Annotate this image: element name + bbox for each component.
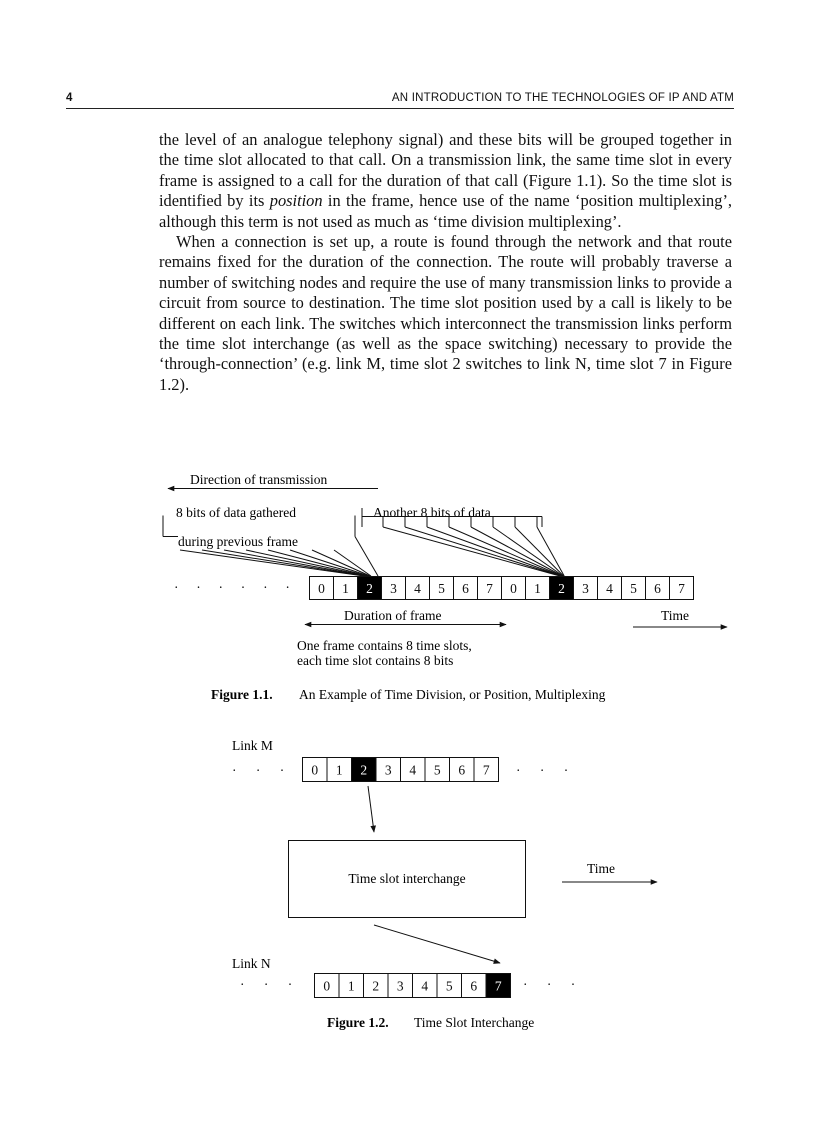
frame-slot-13 bbox=[622, 577, 646, 600]
frame-slot-6 bbox=[454, 577, 478, 600]
link-m-leading-dots: · · · bbox=[232, 763, 293, 778]
paragraph-1-part-a: the level of an analogue telephony signal) and these bits will be grouped together in the time slot allocated to that call. On a transmission link, the same time slot in every frame is assigned to a call for the duration of that call (Figure 1.1). So the time slot is identified by its bbox=[159, 130, 732, 211]
frame-slots bbox=[310, 577, 694, 600]
link-n-slot-number: 6 bbox=[470, 978, 478, 994]
frame-slot-number: 5 bbox=[438, 581, 445, 596]
direction-label: Direction of transmission bbox=[190, 472, 328, 487]
frame-slot-1 bbox=[334, 577, 358, 600]
link-m-slot-number: 6 bbox=[458, 762, 466, 778]
frame-slot-14 bbox=[646, 577, 670, 600]
figure-1-2-caption-number: Figure 1.2. bbox=[327, 1015, 389, 1030]
link-m-to-interchange-arrow bbox=[368, 786, 374, 832]
bit-fan-line bbox=[449, 527, 562, 576]
gathered-label: 8 bits of data gathered bbox=[176, 505, 296, 520]
link-n-slot-number: 7 bbox=[494, 978, 502, 994]
interchange-to-link-n-arrow bbox=[374, 925, 500, 963]
link-m-slots bbox=[303, 758, 499, 782]
link-n-slot-number: 5 bbox=[445, 978, 453, 994]
frame-slot-number: 5 bbox=[630, 581, 637, 596]
link-n-leading-dots: · · · bbox=[240, 977, 301, 992]
frame-slot-number: 1 bbox=[342, 581, 349, 596]
link-m-slot-2 bbox=[352, 758, 377, 782]
leading-dots: · · · · · · bbox=[174, 580, 298, 595]
bit-fan-line bbox=[355, 537, 378, 577]
bit-fan-line bbox=[405, 527, 561, 576]
link-m-label: Link M bbox=[232, 738, 273, 753]
frame-slot-2 bbox=[358, 577, 382, 600]
time-label-2: Time bbox=[587, 861, 616, 876]
bit-fan-line bbox=[515, 527, 564, 576]
frame-slot-number: 6 bbox=[654, 581, 661, 596]
link-n-slot-7 bbox=[486, 974, 511, 998]
frame-slot-number: 3 bbox=[390, 581, 397, 596]
link-n-slot-3 bbox=[388, 974, 413, 998]
another-label: Another 8 bits of data bbox=[373, 505, 491, 520]
frame-slot-0 bbox=[310, 577, 334, 600]
duration-label: Duration of frame bbox=[344, 608, 442, 623]
frame-slot-number: 0 bbox=[318, 581, 325, 596]
link-m-slot-4 bbox=[401, 758, 426, 782]
frame-slot-5 bbox=[430, 577, 454, 600]
bit-fan-line bbox=[246, 550, 367, 576]
frame-slot-3 bbox=[382, 577, 406, 600]
link-n-slot-5 bbox=[437, 974, 462, 998]
previous-frame-label: during previous frame bbox=[178, 534, 298, 549]
frame-slot-number: 7 bbox=[486, 581, 493, 596]
frame-slot-number: 7 bbox=[678, 581, 685, 596]
bit-fan-line bbox=[493, 527, 563, 576]
note-line-1: One frame contains 8 time slots, bbox=[297, 638, 472, 653]
time-label-1: Time bbox=[661, 608, 690, 623]
frame-slot-11 bbox=[574, 577, 598, 600]
link-m-slot-number: 1 bbox=[335, 762, 343, 778]
frame-slot-7 bbox=[478, 577, 502, 600]
bit-fan-line bbox=[290, 550, 369, 576]
note-line-2: each time slot contains 8 bits bbox=[297, 653, 454, 668]
link-m-slot-5 bbox=[425, 758, 450, 782]
bit-fan-line bbox=[471, 527, 562, 576]
frame-slot-number: 1 bbox=[534, 581, 541, 596]
frame-slot-12 bbox=[598, 577, 622, 600]
bit-fan-line bbox=[383, 527, 560, 576]
frame-slot-number: 4 bbox=[606, 581, 613, 596]
link-m-slot-number: 3 bbox=[384, 762, 392, 778]
link-n-slot-4 bbox=[413, 974, 438, 998]
bit-fan-line bbox=[180, 550, 364, 576]
frame-slot-number: 3 bbox=[582, 581, 589, 596]
paragraph-1-part-b: in the frame, hence use of the name ‘position multiplexing’, although this term is not used as much as ‘time division multiplexing’. bbox=[159, 191, 733, 231]
figure-1-1-caption-text: An Example of Time Division, or Position, Multiplexing bbox=[299, 687, 606, 702]
link-n-slot-number: 4 bbox=[421, 978, 429, 994]
figure-1-2 bbox=[232, 738, 657, 1030]
link-m-slot-number: 0 bbox=[311, 762, 319, 778]
frame-slot-8 bbox=[502, 577, 526, 600]
frame-slot-number: 2 bbox=[558, 581, 565, 596]
bit-fan-line bbox=[224, 550, 366, 576]
link-m-slot-number: 2 bbox=[360, 762, 368, 778]
frame-slot-number: 0 bbox=[510, 581, 517, 596]
link-n-slot-number: 1 bbox=[347, 978, 355, 994]
time-slot-interchange-label: Time slot interchange bbox=[348, 871, 466, 886]
frame-slot-number: 6 bbox=[462, 581, 469, 596]
link-n-trailing-dots: · · · bbox=[523, 977, 584, 992]
link-m-slot-number: 4 bbox=[409, 762, 417, 778]
figure-1-1-caption-number: Figure 1.1. bbox=[211, 687, 273, 702]
link-m-trailing-dots: · · · bbox=[516, 763, 577, 778]
frame-slot-15 bbox=[670, 577, 694, 600]
frame-slot-number: 4 bbox=[414, 581, 421, 596]
frame-slot-10 bbox=[550, 577, 574, 600]
link-n-slot-number: 2 bbox=[372, 978, 380, 994]
link-n-label: Link N bbox=[232, 956, 271, 971]
frame-slot-4 bbox=[406, 577, 430, 600]
page-number: 4 bbox=[66, 92, 73, 104]
link-m-slot-3 bbox=[376, 758, 401, 782]
link-m-slot-1 bbox=[327, 758, 352, 782]
paragraph-1-emphasis: position bbox=[269, 191, 323, 211]
frame-slot-number: 2 bbox=[366, 581, 373, 596]
link-n-slot-0 bbox=[315, 974, 340, 998]
link-n-slot-number: 0 bbox=[323, 978, 331, 994]
frame-slot-9 bbox=[526, 577, 550, 600]
link-m-slot-number: 5 bbox=[433, 762, 441, 778]
link-m-slot-7 bbox=[474, 758, 499, 782]
figure-1-1 bbox=[163, 472, 727, 702]
link-n-slot-1 bbox=[339, 974, 364, 998]
link-m-slot-0 bbox=[303, 758, 328, 782]
link-n-slot-6 bbox=[462, 974, 487, 998]
link-m-slot-number: 7 bbox=[482, 762, 490, 778]
figure-1-2-caption-text: Time Slot Interchange bbox=[414, 1015, 535, 1030]
link-n-slots bbox=[315, 974, 511, 998]
paragraph-2: When a connection is set up, a route is found through the network and that route remains fixed for the duration of the connection. The route will probably traverse a number of switching nodes and require the use of many transmission links to provide a circuit from source to destination. The time slot position used by a call is likely to be different on each link. The switches which interconnect the transmission links perform the time slot interchange (as well as the space switching) necessary to provide the ‘through-connection’ (e.g. link M, time slot 2 switches to link N, time slot 7 in Figure 1.2). bbox=[159, 232, 732, 394]
link-n-slot-2 bbox=[364, 974, 389, 998]
link-m-slot-6 bbox=[450, 758, 475, 782]
running-title: AN INTRODUCTION TO THE TECHNOLOGIES OF IP AND ATM bbox=[391, 92, 734, 104]
link-n-slot-number: 3 bbox=[396, 978, 404, 994]
